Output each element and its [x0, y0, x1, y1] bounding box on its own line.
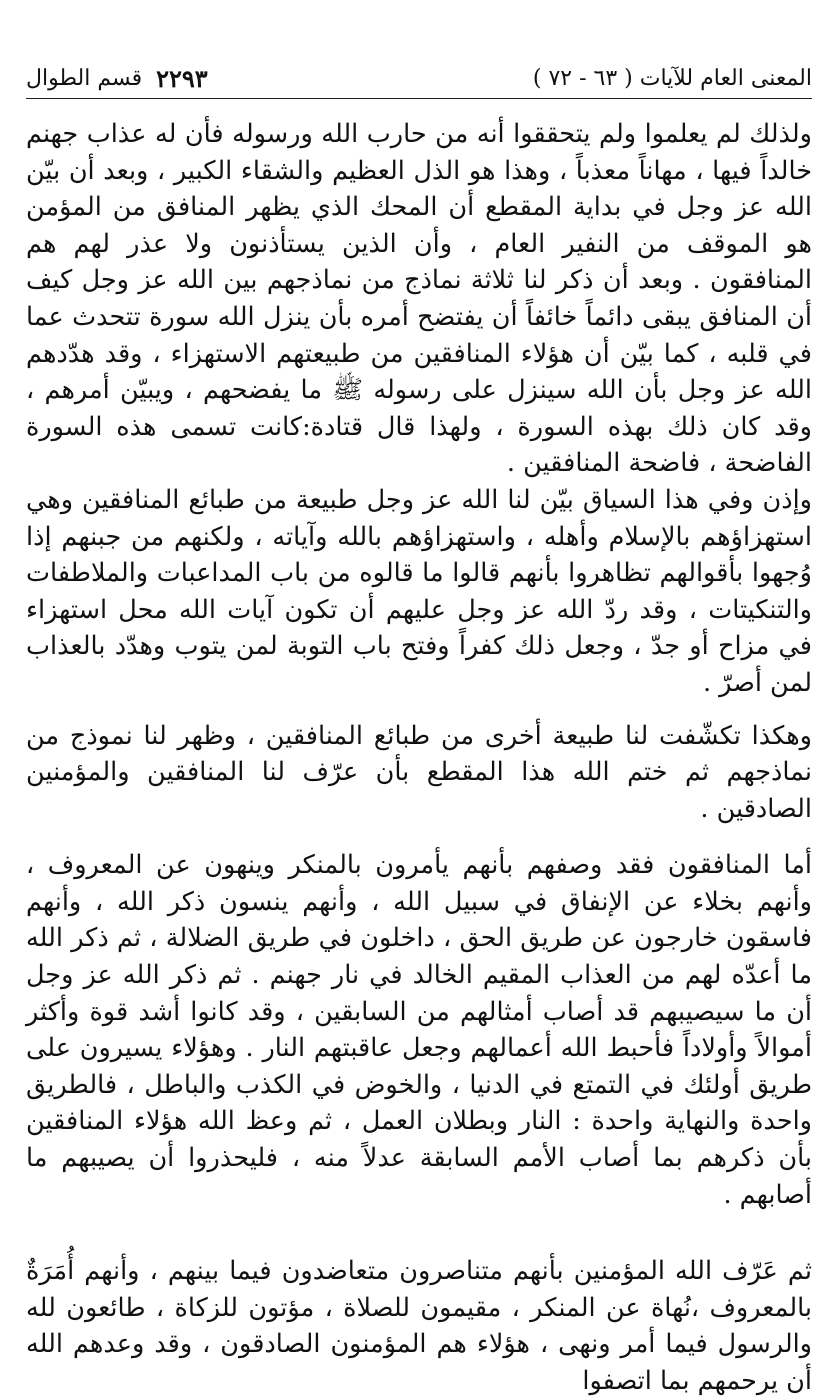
header-title: المعنى العام للآيات ( ٦٣ - ٧٢ ) [532, 65, 812, 91]
paragraph-1: ولذلك لم يعلموا ولم يتحققوا أنه من حارب الله ورسوله فأن له عذاب جهنم خالداً فيها ، مهاناً معذباً ، وهذا هو الذل العظيم والشقاء الكبير ، وبعد أن بيّن الله عز وجل في بداية المقطع أن المحك الذي يظهر المنافق من المؤمن هو الموقف من النفير العام ، وأن الذين يستأذنون ولا عذر لهم هم المنافقون . وبعد أن ذكر لنا ثلاثة نماذج من نماذجهم بين الله عز وجل كيف أن المنافق يبقى دائماً خائفاً أن يفتضح أمره بأن ينزل الله سورة تتحدث عما في قلبه ، كما بيّن أن هؤلاء المنافقين من طبيعتهم الاستهزاء ، وقد هدّدهم الله عز وجل بأن الله سينزل على رسوله ﷺ ما يفضحهم ، ويبيّن أمرهم ، وقد كان ذلك بهذه السورة ، ولهذا قال قتادة:كانت تسمى هذه السورة الفاضحة ، فاضحة المنافقين . [26, 119, 812, 479]
paragraph-3: وهكذا تكشّفت لنا طبيعة أخرى من طبائع المنافقين ، وظهر لنا نموذج من نماذجهم ثم ختم الله هذا المقطع بأن عرّف لنا المنافقين والمؤمنين الصادقين . [26, 720, 812, 824]
section-name: قسم الطوال [26, 65, 143, 91]
header-left [26, 64, 208, 93]
body-text [26, 116, 812, 1400]
paragraph-4: أما المنافقون فقد وصفهم بأنهم يأمرون بالمنكر وينهون عن المعروف ، وأنهم بخلاء عن الإنفاق في سبيل الله ، وأنهم ينسون ذكر الله ، وأنهم فاسقون خارجون عن طريق الحق ، داخلون في طريق الضلالة ، ثم ذكر الله ما أعدّه لهم من العذاب المقيم الخالد في نار جهنم . ثم ذكر الله عز وجل أن ما سيصيبهم قد أصاب أمثالهم من السابقين ، وقد كانوا أشد قوة وأكثر أموالاً وأولاداً فأحبط الله أعمالهم وجعل عاقبتهم النار . وهؤلاء يسيرون على طريق أولئك في التمتع في الدنيا ، والخوض في الكذب والباطل ، فالطريق واحدة والنهاية واحدة : النار وبطلان العمل ، ثم وعظ الله هؤلاء المنافقين بأن ذكرهم بما أصاب الأمم السابقة عدلاً منه ، فليحذروا أن يصيبهم ما أصابهم . [26, 850, 812, 1210]
running-header [26, 58, 812, 99]
paragraph-5: ثم عَرّف الله المؤمنين بأنهم متناصرون متعاضدون فيما بينهم ، وأنهم أُمَرَةٌ بالمعروف ،نُهاة عن المنكر ، مقيمون للصلاة ، مؤتون للزكاة ، طائعون لله والرسول فيما أمر ونهى ، هؤلاء هم المؤمنون الصادقون ، وقد وعدهم الله أن يرحمهم بما اتصفوا [26, 1256, 812, 1396]
paragraph-2: وإذن وفي هذا السياق بيّن لنا الله عز وجل طبيعة من طبائع المنافقين وهي استهزاؤهم بالإسلام وأهله ، واستهزاؤهم بالله وآياته ، ولكنهم من جبنهم إذا وُجهوا بأقوالهم تظاهروا بأنهم قالوا ما قالوه من باب المداعبات والملاطفات والتنكيتات ، وقد ردّ الله عز وجل عليهم أن تكون آيات الله محل استهزاء في مزاح أو جدّ ، وجعل ذلك كفراً وفتح باب التوبة لمن يتوب وهدّد بالعذاب لمن أصرّ . [26, 484, 812, 698]
page-number: ٢٢٩٣ [156, 63, 208, 93]
